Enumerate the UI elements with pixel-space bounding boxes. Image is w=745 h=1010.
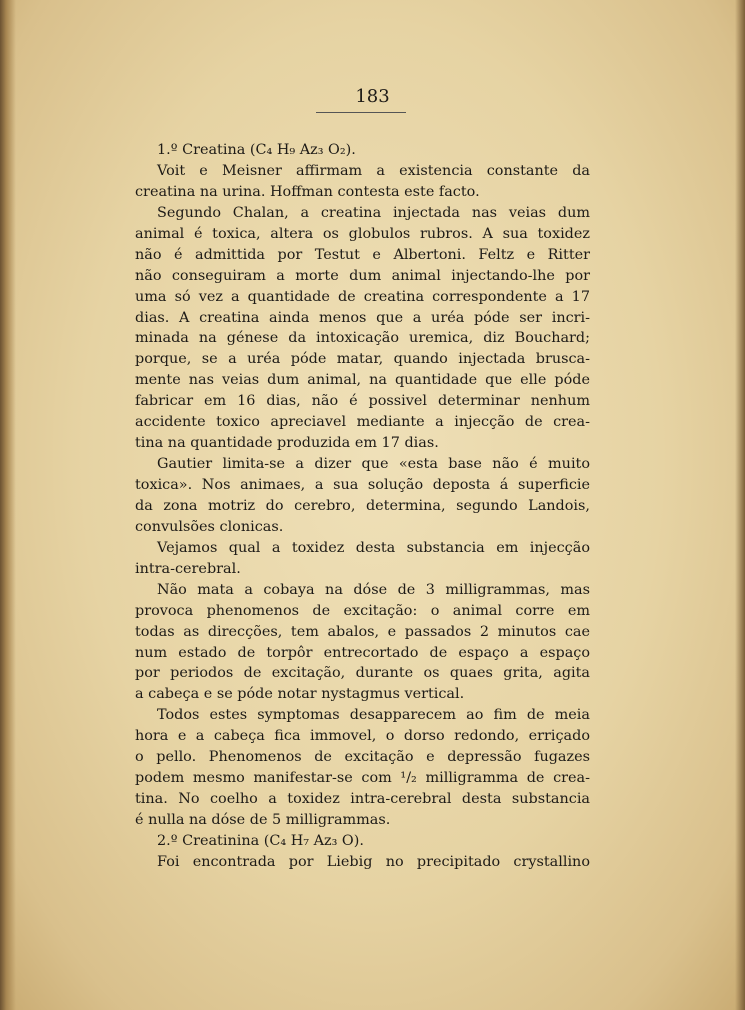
- text-line: Segundo Chalan, a creatina injectada nas veias dum: [157, 204, 590, 221]
- text-line: hora e a cabeça fica immovel, o dorso redondo, erriçado: [135, 728, 590, 745]
- text-line: todas as direcções, tem abalos, e passados 2 minutos cae: [135, 623, 590, 640]
- text-line: creatina na urina. Hoffman contesta este facto.: [135, 183, 480, 200]
- text-line: Gautier limita-se a dizer que «esta base não é muito: [157, 456, 590, 473]
- text-line: a cabeça e se póde notar nystagmus vertical.: [135, 686, 465, 703]
- text-line: uma só vez a quantidade de creatina correspondente a 17: [135, 288, 590, 305]
- text-line: não é admittida por Testut e Albertoni. Feltz e Ritter: [135, 246, 590, 263]
- text-line: Vejamos qual a toxidez desta substancia em injecção: [157, 539, 590, 556]
- text-line: podem mesmo manifestar-se com ¹/₂ milligramma de crea-: [135, 770, 590, 787]
- text-line: animal é toxica, altera os globulos rubros. A sua toxidez: [135, 225, 590, 242]
- text-line: 1.º Creatina (C₄ H₉ Az₃ O₂).: [157, 142, 356, 158]
- text-line: tina. No coelho a toxidez intra-cerebral desta substancia: [135, 791, 590, 808]
- text-line: accidente toxico apreciavel mediante a injecção de crea-: [135, 414, 590, 431]
- text-line: o pello. Phenomenos de excitação e depressão fugazes: [135, 749, 590, 766]
- text-line: é nulla na dóse de 5 milligrammas.: [135, 812, 391, 828]
- text-line: tina na quantidade produzida em 17 dias.: [135, 435, 439, 452]
- text-line: intra-cerebral.: [135, 560, 241, 577]
- text-line: por periodos de excitação, durante os quaes grita, agita: [135, 665, 590, 682]
- page-right-edge: [735, 0, 745, 1010]
- text-line: Voit e Meisner affirmam a existencia constante da: [157, 162, 590, 179]
- text-line: porque, se a uréa póde matar, quando injectada brusca-: [135, 351, 590, 368]
- text-line: 2.º Creatinina (C₄ H₇ Az₃ O).: [157, 832, 364, 849]
- text-line: Não mata a cobaya na dóse de 3 milligrammas, mas: [157, 581, 590, 598]
- page-left-edge: [0, 0, 16, 1010]
- text-line: Todos estes symptomas desapparecem ao fim de meia: [157, 707, 590, 724]
- text-line: toxica». Nos animaes, a sua solução deposta á superficie: [135, 477, 590, 493]
- text-line: da zona motriz do cerebro, determina, segundo Landois,: [135, 497, 590, 514]
- text-line: fabricar em 16 dias, não é possivel determinar nenhum: [135, 393, 590, 410]
- body-text: [135, 140, 590, 873]
- text-line: num estado de torpôr entrecortado de espaço a espaço: [135, 644, 590, 661]
- text-line: provoca phenomenos de excitação: o animal corre em: [135, 602, 590, 619]
- text-line: convulsões clonicas.: [135, 518, 284, 535]
- text-line: dias. A creatina ainda menos que a uréa póde ser incri-: [135, 309, 590, 326]
- text-line: não conseguiram a morte dum animal injectando-lhe por: [135, 267, 590, 284]
- text-line: mente nas veias dum animal, na quantidade que elle póde: [135, 372, 590, 389]
- header-rule: [316, 112, 406, 113]
- text-line: minada na génese da intoxicação uremica, diz Bouchard;: [135, 330, 590, 347]
- page-number: 183: [355, 86, 390, 107]
- text-line: Foi encontrada por Liebig no precipitado crystallino: [157, 853, 590, 870]
